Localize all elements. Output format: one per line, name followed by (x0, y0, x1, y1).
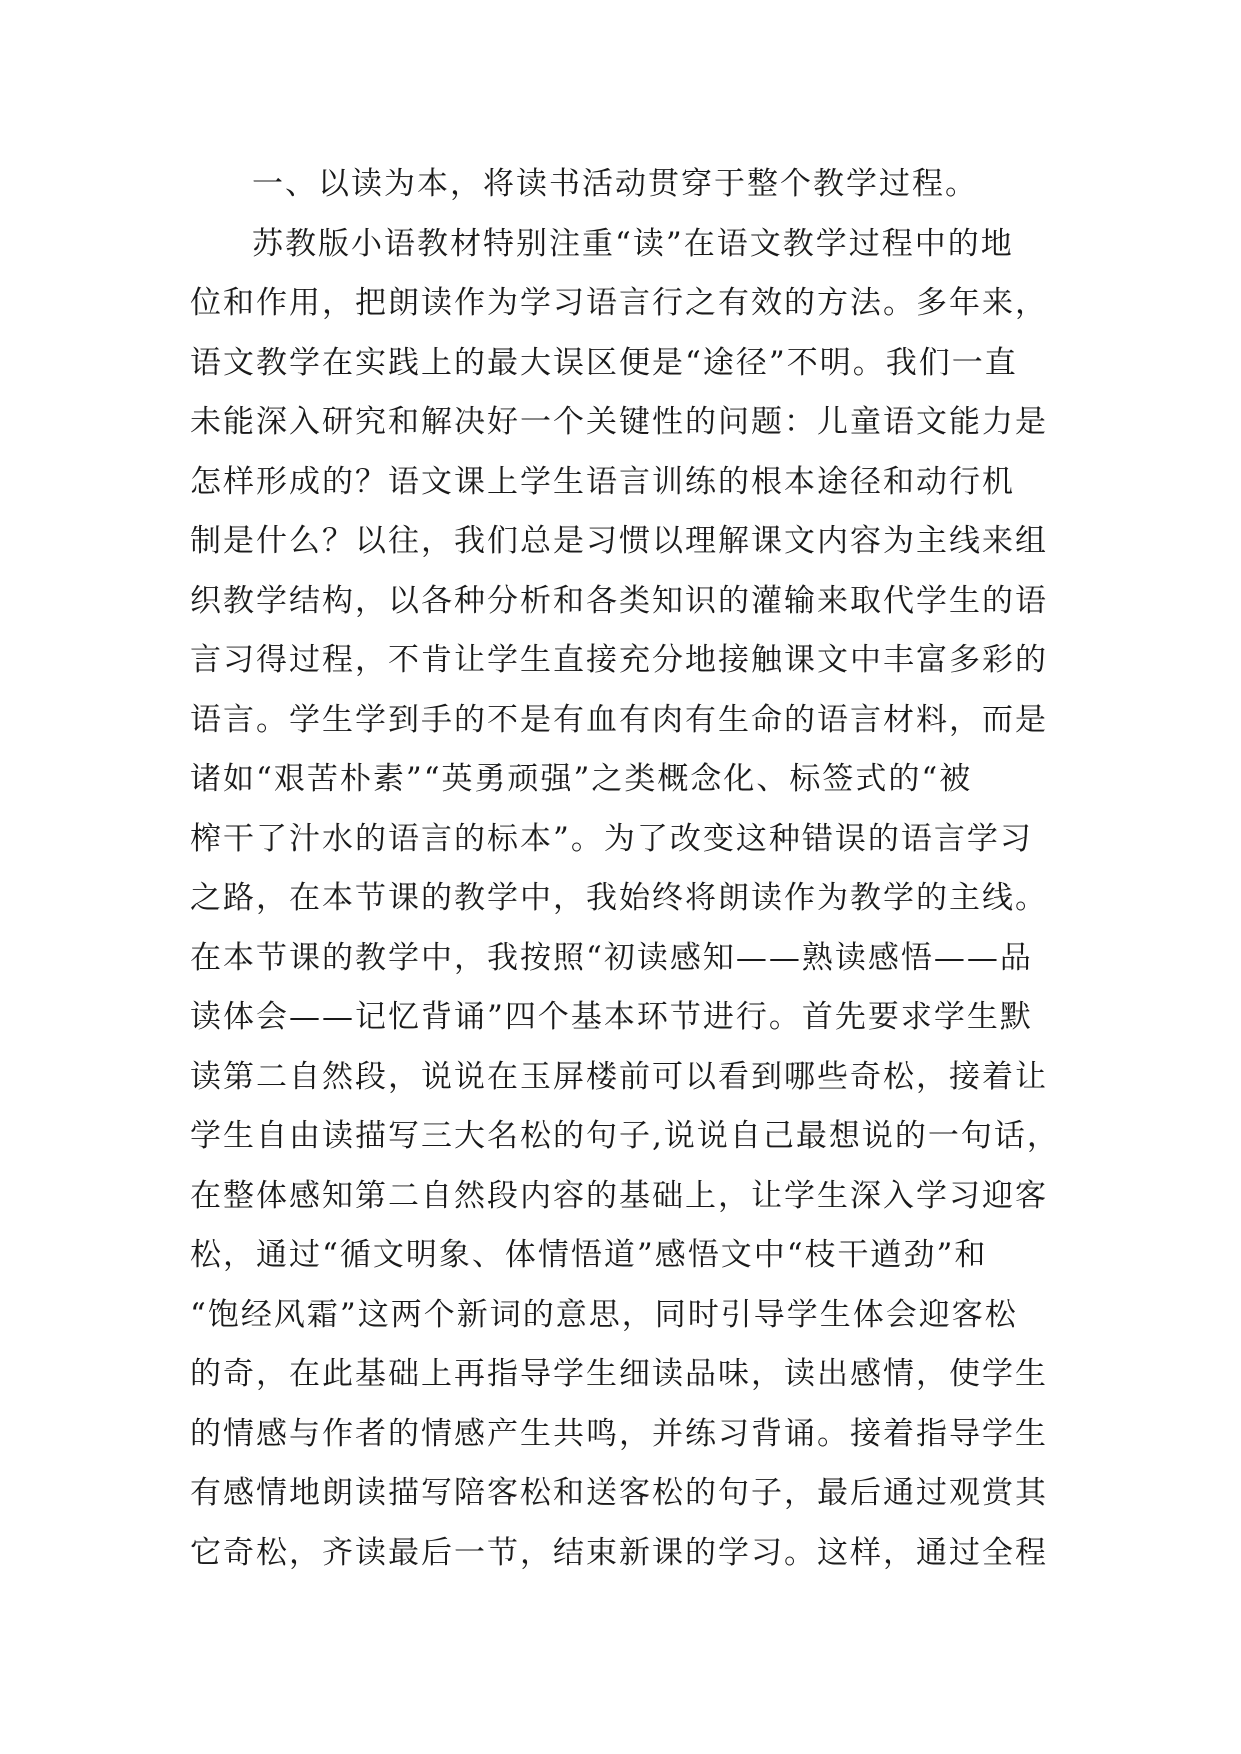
section-heading: 一、以读为本，将读书活动贯穿于整个教学过程。 (252, 166, 978, 202)
paragraph-line: 制是什么？以往，我们总是习惯以理解课文内容为主线来组 (190, 523, 1048, 559)
paragraph-line: 读第二自然段，说说在玉屏楼前可以看到哪些奇松，接着让 (190, 1058, 1048, 1095)
paragraph-line: 织教学结构，以各种分析和各类知识的灌输来取代学生的语 (190, 582, 1048, 619)
paragraph-line: 读体会——记忆背诵”四个基本环节进行。首先要求学生默 (190, 999, 1033, 1035)
paragraph-line: 位和作用，把朗读作为学习语言行之有效的方法。多年来， (190, 285, 1048, 321)
document-body (190, 155, 1060, 1583)
paragraph-line: 的奇，在此基础上再指导学生细读品味，读出感情，使学生 (190, 1356, 1048, 1392)
paragraph-line: 之路，在本节课的教学中，我始终将朗读作为教学的主线。 (190, 880, 1048, 916)
paragraph-line: “饱经风霜”这两个新词的意思，同时引导学生体会迎客松 (190, 1296, 1018, 1333)
paragraph-line: 的情感与作者的情感产生共鸣，并练习背诵。接着指导学生 (190, 1415, 1048, 1452)
paragraph-line: 怎样形成的？语文课上学生语言训练的根本途径和动行机 (190, 463, 1015, 500)
paragraph-line: 言习得过程，不肯让学生直接充分地接触课文中丰富多彩的 (190, 642, 1048, 678)
paragraph-line: 未能深入研究和解决好一个关键性的问题：儿童语文能力是 (190, 404, 1048, 440)
paragraph-line: 诸如“艰苦朴素”“英勇顽强”之类概念化、标签式的“被 (190, 761, 973, 797)
paragraph-line: 学生自由读描写三大名松的句子,说说自己最想说的一句话， (190, 1118, 1060, 1154)
paragraph-line: 榨干了汁水的语言的标本”。为了改变这种错误的语言学习 (190, 820, 1033, 857)
paragraph-line: 在本节课的教学中，我按照“初读感知——熟读感悟——品 (190, 939, 1033, 976)
paragraph-line: 它奇松，齐读最后一节，结束新课的学习。这样，通过全程 (190, 1534, 1048, 1571)
paragraph-line: 在整体感知第二自然段内容的基础上，让学生深入学习迎客 (190, 1177, 1048, 1214)
paragraph-line: 有感情地朗读描写陪客松和送客松的句子，最后通过观赏其 (190, 1475, 1048, 1511)
paragraph-line: 语文教学在实践上的最大误区便是“途径”不明。我们一直 (190, 344, 1018, 381)
paragraph-line: 松，通过“循文明象、体情悟道”感悟文中“枝干遒劲”和 (190, 1237, 988, 1273)
paragraph-line: 语言。学生学到手的不是有血有肉有生命的语言材料，而是 (190, 701, 1048, 738)
paragraph-line: 苏教版小语教材特别注重“读”在语文教学过程中的地 (252, 225, 1014, 262)
